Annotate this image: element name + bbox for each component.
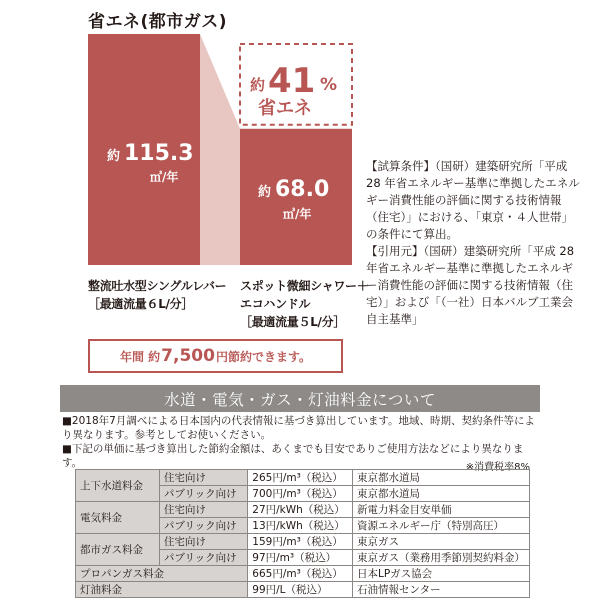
- annual-savings-banner: [88, 339, 343, 373]
- citation-text: 【引用元】（国研）建築研究所「平成 28 年省エネルギー基準に準拠したエネルギー消費性能の評価に関する技術情報（住宅）」および「（一社）日本バルブ工業会自主基準」: [366, 244, 575, 326]
- rates-table: [75, 469, 530, 598]
- banner-amount: 7,500: [161, 346, 215, 366]
- subcategory-cell: パブリック向け: [159, 486, 247, 502]
- price-cell: 700円/m³（税込）: [248, 486, 353, 502]
- rates-note-1: ■2018年7月調べによる日本国内の代表情報に基づき算出しています。地域、時期、契約条件等により異なります。参考としてお使いください。: [62, 415, 535, 441]
- bar1-label: [88, 277, 226, 313]
- source-cell: 東京ガス: [353, 534, 530, 550]
- price-cell: 665円/m³（税込）: [248, 566, 353, 582]
- table-row: [76, 502, 530, 518]
- test-conditions: [366, 158, 584, 328]
- bar2-label-name: スポット微細シャワー＋: [240, 279, 369, 293]
- chart-title: 省エネ(都市ガス): [88, 12, 228, 32]
- bar2-label: [240, 277, 368, 331]
- table-row: [76, 470, 530, 486]
- reduction-connector: [200, 34, 240, 265]
- price-cell: 97円/m³（税込）: [248, 550, 353, 566]
- bar1-label-flow: ［最適流量６L/分］: [88, 297, 194, 311]
- category-cell: 上下水道料金: [76, 470, 160, 502]
- price-cell: 13円/kWh（税込）: [248, 518, 353, 534]
- subcategory-cell: 住宅向け: [159, 502, 247, 518]
- bar1-value: 115.3: [124, 141, 194, 166]
- callout-text: 省エネ: [258, 98, 312, 119]
- table-row: [76, 582, 530, 598]
- rates-note-2: ■下記の単価に基づき算出した節約金額は、あくまでも目安でありご使用方法などにより異なります。: [62, 443, 524, 469]
- table-row: [76, 566, 530, 582]
- bar2-label-name2: エコハンドル: [240, 297, 311, 311]
- source-cell: 新電力料金目安単価: [353, 502, 530, 518]
- source-cell: 東京都水道局: [353, 470, 530, 486]
- price-cell: 265円/m³（税込）: [248, 470, 353, 486]
- category-cell: プロパンガス料金: [76, 566, 248, 582]
- source-cell: 東京ガス（業務用季節別契約料金）: [353, 550, 530, 566]
- bar2-unit: ㎥/年: [283, 207, 312, 221]
- source-cell: 日本LPガス協会: [353, 566, 530, 582]
- subcategory-cell: パブリック向け: [159, 550, 247, 566]
- conditions-text: 【試算条件】（国研）建築研究所「平成 28 年省エネルギー基準に準拠したエネルギー消費性能の評価に関する技術情報（住宅）」における、「東京・４人世帯」の条件にて算出。: [366, 159, 580, 241]
- subcategory-cell: 住宅向け: [159, 470, 247, 486]
- callout-prefix: 約: [250, 76, 266, 94]
- subcategory-cell: パブリック向け: [159, 518, 247, 534]
- price-cell: 27円/kWh（税込）: [248, 502, 353, 518]
- bar1-unit: ㎥/年: [150, 170, 179, 184]
- banner-pre: 年間 約: [119, 349, 161, 364]
- bar2-label-flow: ［最適流量５L/分］: [240, 315, 346, 329]
- price-cell: 159円/m³（税込）: [248, 534, 353, 550]
- source-cell: 石油情報センター: [353, 582, 530, 598]
- callout-value: 41: [268, 61, 316, 101]
- price-cell: 99円/L（税込）: [248, 582, 353, 598]
- table-row: [76, 534, 530, 550]
- category-cell: 都市ガス料金: [76, 534, 160, 566]
- bar1-value-prefix: 約: [107, 149, 121, 164]
- source-cell: 資源エネルギー庁（特別高圧）: [353, 518, 530, 534]
- tax-rate-note: ※消費税率8%: [465, 462, 530, 473]
- bar2-value-prefix: 約: [258, 185, 272, 200]
- bar2-value: 68.0: [275, 177, 330, 202]
- rates-section-header: 水道・電気・ガス・灯油料金について: [60, 385, 540, 412]
- callout-unit: %: [320, 75, 338, 95]
- source-cell: 東京都水道局: [353, 486, 530, 502]
- banner-unit: 円: [215, 349, 228, 364]
- category-cell: 灯油料金: [76, 582, 248, 598]
- bar1-label-name: 整流吐水型シングルレバー: [88, 279, 227, 293]
- subcategory-cell: 住宅向け: [159, 534, 247, 550]
- category-cell: 電気料金: [76, 502, 160, 534]
- banner-post: 節約できます。: [227, 349, 312, 364]
